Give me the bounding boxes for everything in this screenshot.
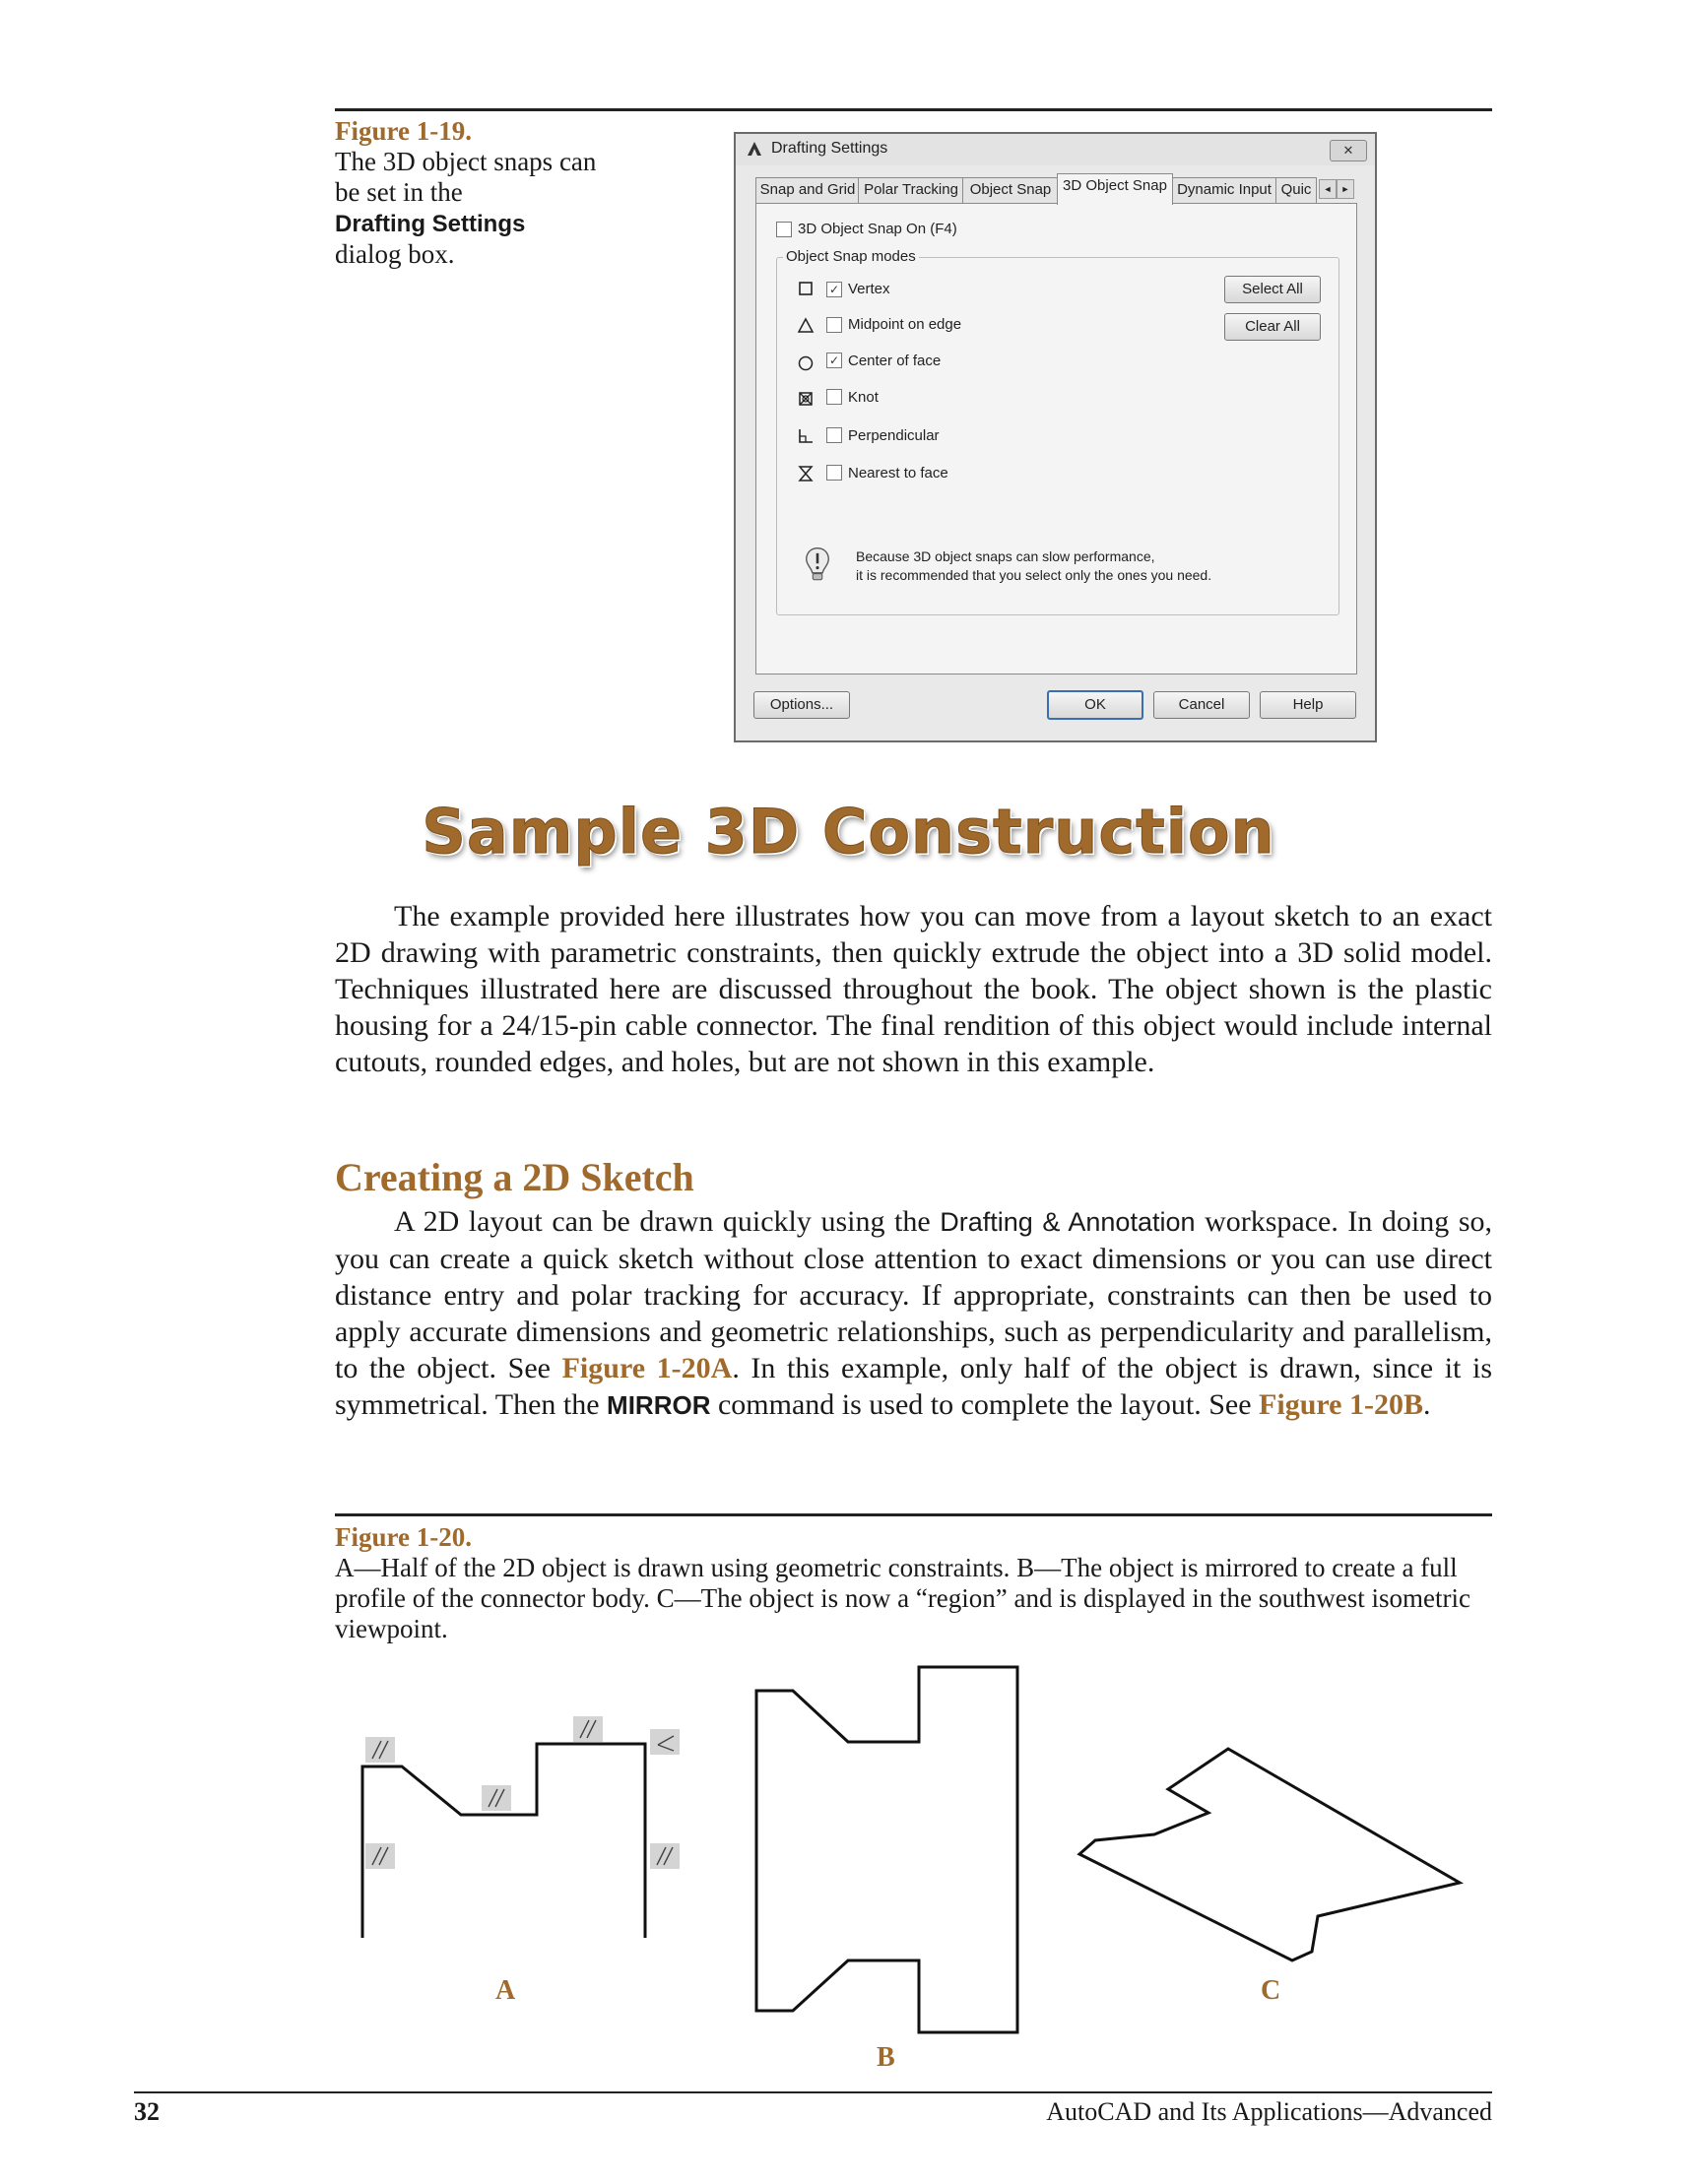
autocad-app-icon	[746, 140, 763, 158]
midpoint-on-edge-label: Midpoint on edge	[848, 316, 962, 333]
figure-1-20-caption	[335, 1522, 1492, 1644]
figure-1-19-caption-end: dialog box.	[335, 239, 455, 269]
drafting-settings-dialog	[734, 132, 1377, 742]
close-button[interactable]	[1330, 140, 1367, 161]
vertex-checkbox[interactable]: ✓	[826, 282, 842, 297]
knot-label: Knot	[848, 389, 879, 406]
figure-1-19-caption	[335, 116, 620, 270]
tab-snap-and-grid[interactable]: Snap and Grid	[755, 177, 860, 204]
snap-on-checkbox[interactable]	[776, 222, 792, 237]
body-paragraph	[335, 1203, 1492, 1424]
body-text-4: command is used to complete the layout. See	[717, 1388, 1252, 1421]
tab-panel-3d-object-snap	[755, 203, 1357, 674]
clear-all-button[interactable]: Clear All	[1224, 313, 1321, 341]
ok-button[interactable]: OK	[1047, 690, 1143, 720]
midpoint-on-edge-checkbox[interactable]	[826, 317, 842, 333]
figure-1-19-caption-text: The 3D object snaps can be set in the	[335, 147, 597, 207]
help-button[interactable]: Help	[1260, 691, 1356, 719]
tab-object-snap[interactable]: Object Snap	[962, 177, 1059, 204]
select-all-button[interactable]: Select All	[1224, 276, 1321, 303]
footer-rule	[134, 2091, 1492, 2093]
options-button[interactable]: Options...	[753, 691, 850, 719]
cancel-button[interactable]: Cancel	[1153, 691, 1250, 719]
knot-checkbox[interactable]	[826, 389, 842, 405]
workspace-name: Drafting & Annotation	[940, 1207, 1196, 1237]
section-subheading: Creating a 2D Sketch	[335, 1155, 694, 1199]
tab-scroll-right-button[interactable]: ►	[1337, 179, 1354, 199]
knot-marker-icon	[797, 390, 815, 408]
half-profile-drawing	[362, 1744, 645, 1938]
dialog-titlebar[interactable]	[736, 134, 1375, 165]
body-text-3: . In this example, only half of the object is drawn, since it is symmetrical. Then the	[335, 1352, 1493, 1421]
full-profile-drawing	[756, 1667, 1017, 2032]
snap-on-label: 3D Object Snap On (F4)	[798, 221, 957, 237]
figure-1-20-label: Figure 1-20.	[335, 1522, 472, 1552]
page-number: 32	[134, 2097, 160, 2126]
group-label: Object Snap modes	[783, 248, 919, 265]
mirror-command: MIRROR	[607, 1390, 711, 1420]
vertex-label: Vertex	[848, 281, 890, 297]
performance-note	[856, 547, 1211, 585]
perpendicular-marker-icon	[797, 427, 815, 445]
intro-paragraph	[335, 898, 1492, 1080]
center-of-face-label: Center of face	[848, 353, 942, 369]
figure-label-c: C	[1261, 1975, 1281, 2006]
circle-marker-icon	[797, 354, 815, 372]
body-text-5: .	[1422, 1388, 1431, 1421]
book-title: AutoCAD and Its Applications—Advanced	[1046, 2097, 1492, 2126]
body-text-2: workspace. In doing so, you can create a quick sketch without close attention to exact dimensions or you can use direct distance entry and polar tracking for accuracy. If appropriate, constraints can then be used to apply accurate dimensions and geometric relationships, such as perpendicularity and parallelism, to the object. See	[335, 1205, 1493, 1384]
object-snap-modes-group	[776, 248, 1339, 615]
dialog-title: Drafting Settings	[771, 140, 888, 157]
close-icon: ✕	[1342, 143, 1354, 158]
tab-dynamic-input[interactable]: Dynamic Input	[1171, 177, 1277, 204]
perpendicular-constraint-icon	[650, 1729, 680, 1755]
tab-polar-tracking[interactable]: Polar Tracking	[858, 177, 964, 204]
figure-1-20-caption-text: A—Half of the 2D object is drawn using geometric constraints. B—The object is mirrored to create a full profile of the connector body. C—The object is now a “region” and is displayed in the southwest isometric viewpoint.	[335, 1553, 1470, 1643]
figure-1-20-rule	[335, 1513, 1492, 1516]
intro-text: The example provided here illustrates how you can move from a layout sketch to an exact 2D drawing with parametric constraints, then quickly extrude the object into a 3D solid model. Techniques illustrated here are discussed throughout the book. The object shown is the plastic housing for a 24/15-pin cable connector. The final rendition of this object would include internal cutouts, rounded edges, and holes, but are not shown in this example.	[335, 900, 1492, 1078]
figure-1-19-caption-ui: Drafting Settings	[335, 211, 526, 237]
parallel-constraint-icon	[365, 1716, 680, 1869]
lightbulb-icon	[805, 546, 830, 585]
figure-1-19-label: Figure 1-19.	[335, 116, 472, 146]
performance-note-line2: it is recommended that you select only the ones you need.	[856, 567, 1212, 583]
nearest-to-face-label: Nearest to face	[848, 465, 948, 482]
perpendicular-checkbox[interactable]	[826, 427, 842, 443]
square-marker-icon	[797, 280, 815, 297]
tab-3d-object-snap[interactable]: 3D Object Snap	[1057, 173, 1173, 205]
nearest-to-face-checkbox[interactable]	[826, 465, 842, 481]
perpendicular-label: Perpendicular	[848, 427, 940, 444]
section-title: Sample 3D Construction	[422, 796, 1275, 867]
triangle-marker-icon	[797, 317, 815, 335]
performance-note-line1: Because 3D object snaps can slow performance,	[856, 548, 1155, 564]
figure-1-20b-link[interactable]: Figure 1-20B	[1259, 1388, 1423, 1421]
top-rule	[335, 108, 1492, 111]
figure-1-20a-link[interactable]: Figure 1-20A	[561, 1352, 733, 1384]
isometric-region-drawing	[1079, 1749, 1460, 1960]
tab-quick-properties[interactable]: Quic	[1275, 177, 1317, 204]
hourglass-marker-icon	[797, 465, 815, 482]
figure-label-b: B	[877, 2042, 895, 2073]
figure-label-a: A	[495, 1975, 516, 2006]
center-of-face-checkbox[interactable]: ✓	[826, 353, 842, 368]
body-text-1: A 2D layout can be drawn quickly using the	[394, 1205, 931, 1238]
tab-strip	[755, 175, 1355, 203]
tab-scroll-left-button[interactable]: ◄	[1319, 179, 1337, 199]
